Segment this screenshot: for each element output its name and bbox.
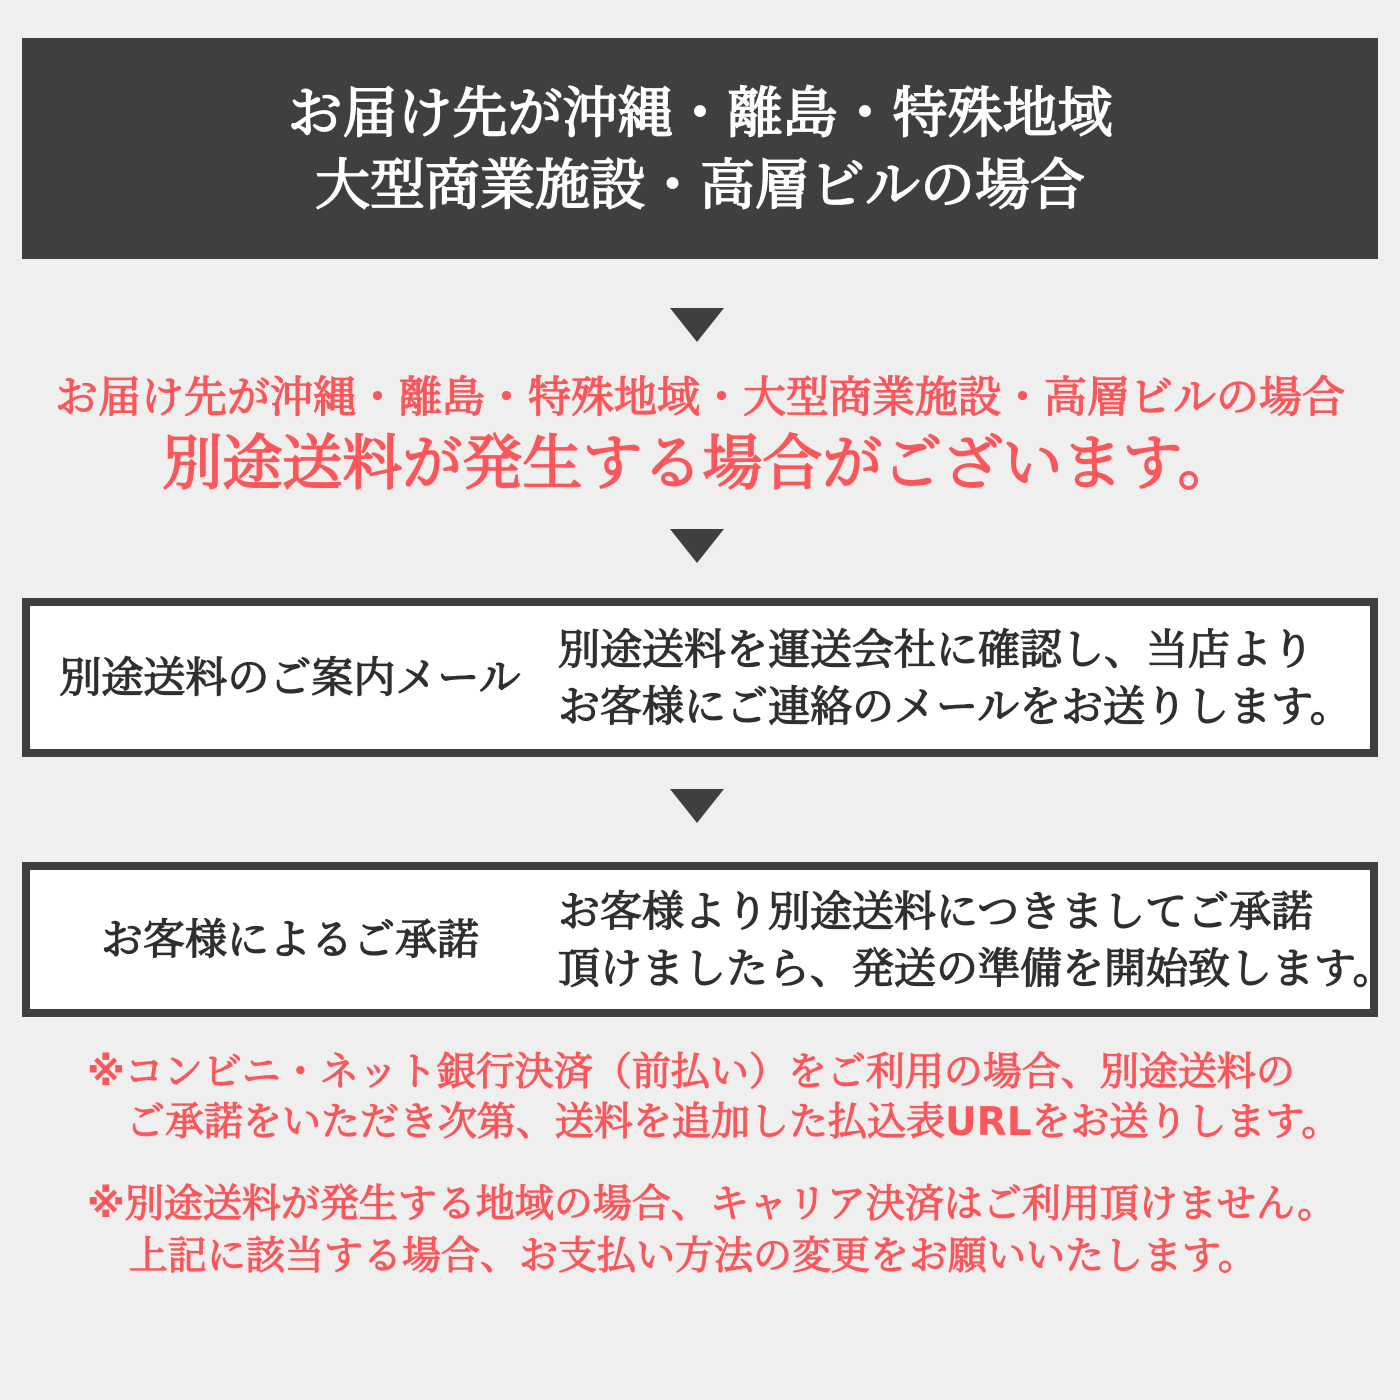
step-body-line: 別途送料を運送会社に確認し、当店より [558,624,1315,674]
lead-warning [0,371,1400,502]
down-arrow-icon-1 [670,308,724,342]
down-arrow-icon-3 [670,789,724,823]
header-line-2: 大型商業施設・高層ビルの場合 [314,152,1085,217]
step-box-shipping-fee-mail [22,598,1378,757]
step-label-shipping-fee-mail: 別途送料のご案内メール [59,652,521,702]
step-body-customer-approval [550,883,1395,997]
step-body-line: 頂けましたら、発送の準備を開始致します。 [558,943,1395,993]
note-2-line-1: ※別途送料が発生する地域の場合、キャリア決済はご利用頂けません。 [87,1182,1337,1227]
step-label-customer-approval: お客様によるご承諾 [100,914,479,964]
step-box-customer-approval [22,862,1395,1017]
lead-warning-emphasis: 別途送料が発生する場合がございます。 [162,429,1238,499]
step-body-line: お客様にご連絡のメールをお送りします。 [558,681,1352,731]
header-banner [22,38,1378,259]
header-line-1: お届け先が沖縄・離島・特殊地域 [287,80,1113,145]
note-2-line-2: 上記に該当する場合、お支払い方法の変更をお願いいたします。 [129,1234,1257,1279]
down-arrow-icon-2 [670,529,724,563]
note-1-line-2: ご承諾をいただき次第、送料を追加した払込表URLをお送りします。 [126,1100,1341,1145]
step-body-shipping-fee-mail [550,621,1370,735]
note-1-line-1: ※コンビニ・ネット銀行決済（前払い）をご利用の場合、別途送料の [87,1050,1295,1095]
step-body-line: お客様より別途送料につきましてご承諾 [558,886,1314,936]
lead-warning-line: お届け先が沖縄・離島・特殊地域・大型商業施設・高層ビルの場合 [55,373,1345,423]
